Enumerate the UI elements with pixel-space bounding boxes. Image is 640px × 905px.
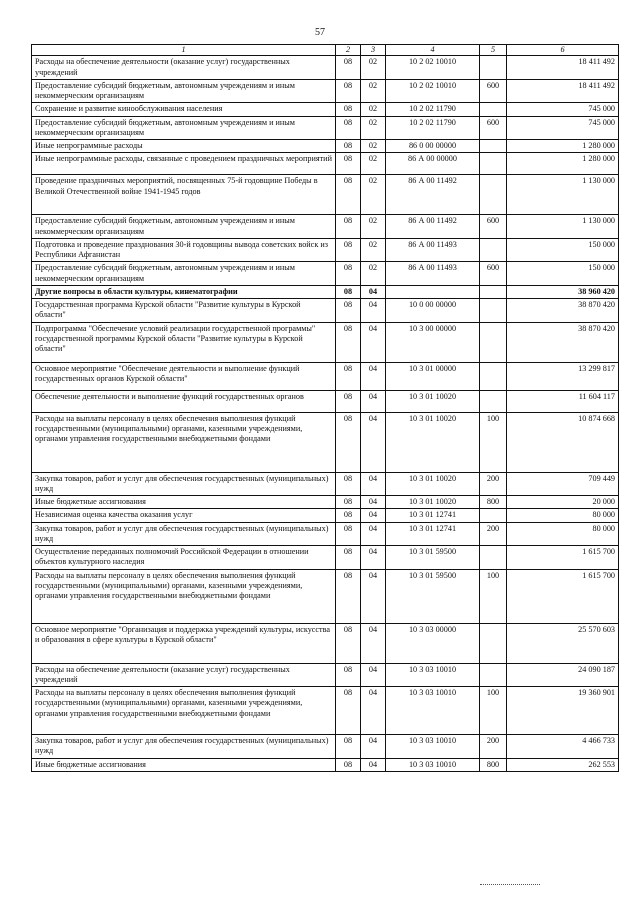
table-row (32, 623, 619, 663)
row-amount: 38 870 420 (507, 299, 619, 323)
row-target-code: 10 3 01 59500 (386, 569, 480, 623)
column-header-6: 6 (507, 45, 619, 56)
row-section: 08 (336, 116, 361, 140)
row-amount: 745 000 (507, 103, 619, 116)
row-section: 08 (336, 758, 361, 771)
row-subsection: 04 (361, 522, 386, 546)
row-subsection: 02 (361, 238, 386, 262)
row-amount: 262 553 (507, 758, 619, 771)
row-section: 08 (336, 153, 361, 175)
row-name: Обеспечение деятельности и выполнение функций государственных органов (32, 390, 336, 412)
row-amount: 1 280 000 (507, 153, 619, 175)
row-amount: 745 000 (507, 116, 619, 140)
row-section: 08 (336, 663, 361, 687)
row-expense-type (480, 103, 507, 116)
row-amount: 25 570 603 (507, 623, 619, 663)
row-section: 08 (336, 687, 361, 735)
row-expense-type: 800 (480, 758, 507, 771)
table-row (32, 496, 619, 509)
footer-divider (480, 884, 540, 885)
table-row (32, 116, 619, 140)
row-subsection: 04 (361, 322, 386, 362)
row-subsection: 02 (361, 175, 386, 215)
row-name: Подпрограмма "Обеспечение условий реализации государственной программы" государственной программы Курской области "Развитие культуры в Курской области" (32, 322, 336, 362)
table-row (32, 546, 619, 570)
row-target-code: 10 3 03 10010 (386, 663, 480, 687)
table-row (32, 758, 619, 771)
row-target-code: 86 А 00 11493 (386, 262, 480, 286)
row-expense-type (480, 322, 507, 362)
row-amount: 20 000 (507, 496, 619, 509)
row-target-code: 10 3 01 12741 (386, 509, 480, 522)
row-target-code: 10 3 01 10020 (386, 390, 480, 412)
row-expense-type: 600 (480, 116, 507, 140)
row-section: 08 (336, 412, 361, 472)
row-subsection: 02 (361, 103, 386, 116)
row-section: 08 (336, 215, 361, 239)
row-section: 08 (336, 175, 361, 215)
row-section: 08 (336, 735, 361, 759)
row-subsection: 04 (361, 623, 386, 663)
column-header-5: 5 (480, 45, 507, 56)
table-row (32, 56, 619, 80)
row-expense-type (480, 175, 507, 215)
table-row (32, 79, 619, 103)
row-expense-type (480, 663, 507, 687)
row-target-code: 86 А 00 11493 (386, 238, 480, 262)
row-subsection: 04 (361, 663, 386, 687)
table-row (32, 153, 619, 175)
row-name: Иные бюджетные ассигнования (32, 758, 336, 771)
table-row (32, 140, 619, 153)
row-subsection: 02 (361, 79, 386, 103)
row-section: 08 (336, 238, 361, 262)
row-subsection: 04 (361, 362, 386, 390)
row-expense-type: 100 (480, 687, 507, 735)
row-target-code: 10 3 01 10020 (386, 412, 480, 472)
row-amount: 80 000 (507, 509, 619, 522)
row-subsection: 02 (361, 153, 386, 175)
row-subsection: 04 (361, 496, 386, 509)
row-target-code: 86 А 00 11492 (386, 175, 480, 215)
row-amount: 1 615 700 (507, 569, 619, 623)
row-expense-type (480, 546, 507, 570)
table-row (32, 262, 619, 286)
row-subsection: 04 (361, 285, 386, 298)
row-target-code: 10 2 02 11790 (386, 116, 480, 140)
row-name: Расходы на обеспечение деятельности (оказание услуг) государственных учреждений (32, 663, 336, 687)
row-expense-type: 600 (480, 79, 507, 103)
row-target-code (386, 285, 480, 298)
row-expense-type: 600 (480, 215, 507, 239)
row-subsection: 04 (361, 472, 386, 496)
row-expense-type (480, 299, 507, 323)
row-target-code: 10 2 02 10010 (386, 79, 480, 103)
row-section: 08 (336, 623, 361, 663)
row-section: 08 (336, 509, 361, 522)
table-row (32, 238, 619, 262)
budget-table (31, 44, 619, 772)
table-header-row (32, 45, 619, 56)
table-row (32, 390, 619, 412)
row-expense-type: 100 (480, 569, 507, 623)
row-name: Осуществление переданных полномочий Российской Федерации в отношении объектов культурного наследия (32, 546, 336, 570)
row-expense-type (480, 509, 507, 522)
table-row (32, 175, 619, 215)
row-expense-type (480, 623, 507, 663)
row-target-code: 10 3 00 00000 (386, 322, 480, 362)
row-name: Основное мероприятие "Организация и поддержка учреждений культуры, искусства и образования в сфере культуры в Курской области" (32, 623, 336, 663)
row-expense-type (480, 153, 507, 175)
row-subsection: 04 (361, 735, 386, 759)
table-row (32, 103, 619, 116)
row-subsection: 02 (361, 215, 386, 239)
row-subsection: 02 (361, 140, 386, 153)
table-row (32, 285, 619, 298)
row-name: Иные бюджетные ассигнования (32, 496, 336, 509)
row-target-code: 10 3 03 10010 (386, 758, 480, 771)
row-amount: 1 615 700 (507, 546, 619, 570)
row-section: 08 (336, 322, 361, 362)
row-amount: 80 000 (507, 522, 619, 546)
row-amount: 38 960 420 (507, 285, 619, 298)
row-subsection: 02 (361, 116, 386, 140)
row-section: 08 (336, 569, 361, 623)
row-name: Расходы на выплаты персоналу в целях обеспечения выполнения функций государственными (муниципальными) органами, казенными учреждениями, органами управления государственными внебюджетными фондами (32, 412, 336, 472)
row-amount: 1 130 000 (507, 215, 619, 239)
table-row (32, 412, 619, 472)
row-subsection: 02 (361, 56, 386, 80)
row-amount: 709 449 (507, 472, 619, 496)
row-target-code: 86 0 00 00000 (386, 140, 480, 153)
row-amount: 4 466 733 (507, 735, 619, 759)
row-target-code: 10 3 01 00000 (386, 362, 480, 390)
row-name: Основное мероприятие "Обеспечение деятельности и выполнение функций государственных органов Курской области" (32, 362, 336, 390)
row-amount: 19 360 901 (507, 687, 619, 735)
row-target-code: 10 2 02 11790 (386, 103, 480, 116)
row-expense-type (480, 238, 507, 262)
row-amount: 38 870 420 (507, 322, 619, 362)
row-subsection: 04 (361, 390, 386, 412)
row-amount: 13 299 817 (507, 362, 619, 390)
column-header-3: 3 (361, 45, 386, 56)
row-name: Иные непрограммные расходы (32, 140, 336, 153)
row-subsection: 04 (361, 758, 386, 771)
row-subsection: 02 (361, 262, 386, 286)
row-subsection: 04 (361, 299, 386, 323)
row-subsection: 04 (361, 412, 386, 472)
row-name: Предоставление субсидий бюджетным, автономным учреждениям и иным некоммерческим организациям (32, 116, 336, 140)
table-row (32, 322, 619, 362)
table-row (32, 509, 619, 522)
row-target-code: 10 3 01 12741 (386, 522, 480, 546)
row-amount: 18 411 492 (507, 56, 619, 80)
row-expense-type: 200 (480, 522, 507, 546)
row-amount: 10 874 668 (507, 412, 619, 472)
row-section: 08 (336, 140, 361, 153)
row-expense-type (480, 390, 507, 412)
row-name: Закупка товаров, работ и услуг для обеспечения государственных (муниципальных) нужд (32, 522, 336, 546)
row-name: Независимая оценка качества оказания услуг (32, 509, 336, 522)
row-expense-type (480, 140, 507, 153)
table-row (32, 569, 619, 623)
row-section: 08 (336, 362, 361, 390)
row-amount: 150 000 (507, 262, 619, 286)
table-row (32, 735, 619, 759)
row-section: 08 (336, 299, 361, 323)
row-section: 08 (336, 56, 361, 80)
row-target-code: 10 0 00 00000 (386, 299, 480, 323)
row-expense-type (480, 362, 507, 390)
row-name: Предоставление субсидий бюджетным, автономным учреждениям и иным некоммерческим организациям (32, 79, 336, 103)
row-section: 08 (336, 496, 361, 509)
row-section: 08 (336, 472, 361, 496)
row-target-code: 10 3 03 10010 (386, 687, 480, 735)
row-section: 08 (336, 390, 361, 412)
row-name: Закупка товаров, работ и услуг для обеспечения государственных (муниципальных) нужд (32, 472, 336, 496)
row-name: Расходы на выплаты персоналу в целях обеспечения выполнения функций государственными (муниципальными) органами, казенными учреждениями, органами управления государственными внебюджетными фондами (32, 569, 336, 623)
row-target-code: 10 3 01 59500 (386, 546, 480, 570)
row-target-code: 10 3 01 10020 (386, 496, 480, 509)
row-subsection: 04 (361, 569, 386, 623)
row-amount: 150 000 (507, 238, 619, 262)
row-name: Проведение праздничных мероприятий, посвященных 75-й годовщине Победы в Великой Отечественной войне 1941-1945 годов (32, 175, 336, 215)
row-subsection: 04 (361, 509, 386, 522)
row-section: 08 (336, 546, 361, 570)
row-name: Сохранение и развитие кинообслуживания населения (32, 103, 336, 116)
row-section: 08 (336, 79, 361, 103)
row-expense-type: 100 (480, 412, 507, 472)
row-expense-type: 200 (480, 735, 507, 759)
row-amount: 11 604 117 (507, 390, 619, 412)
row-target-code: 86 А 00 00000 (386, 153, 480, 175)
row-name: Другие вопросы в области культуры, кинематографии (32, 285, 336, 298)
row-target-code: 10 3 03 10010 (386, 735, 480, 759)
table-row (32, 522, 619, 546)
row-name: Государственная программа Курской области "Развитие культуры в Курской области" (32, 299, 336, 323)
table-body (32, 56, 619, 772)
table-row (32, 472, 619, 496)
row-section: 08 (336, 522, 361, 546)
row-section: 08 (336, 103, 361, 116)
row-amount: 1 130 000 (507, 175, 619, 215)
row-target-code: 10 2 02 10010 (386, 56, 480, 80)
row-expense-type: 800 (480, 496, 507, 509)
row-section: 08 (336, 262, 361, 286)
row-name: Закупка товаров, работ и услуг для обеспечения государственных (муниципальных) нужд (32, 735, 336, 759)
row-name: Расходы на выплаты персоналу в целях обеспечения выполнения функций государственными (муниципальными) органами, казенными учреждениями, органами управления государственными внебюджетными фондами (32, 687, 336, 735)
row-target-code: 10 3 01 10020 (386, 472, 480, 496)
row-section: 08 (336, 285, 361, 298)
row-amount: 24 090 187 (507, 663, 619, 687)
row-name: Предоставление субсидий бюджетным, автономным учреждениям и иным некоммерческим организациям (32, 262, 336, 286)
row-expense-type: 200 (480, 472, 507, 496)
row-name: Расходы на обеспечение деятельности (оказание услуг) государственных учреждений (32, 56, 336, 80)
table-row (32, 687, 619, 735)
row-subsection: 04 (361, 687, 386, 735)
column-header-1: 1 (32, 45, 336, 56)
table-row (32, 663, 619, 687)
row-subsection: 04 (361, 546, 386, 570)
row-name: Предоставление субсидий бюджетным, автономным учреждениям и иным некоммерческим организациям (32, 215, 336, 239)
row-expense-type (480, 56, 507, 80)
table-row (32, 215, 619, 239)
table-row (32, 362, 619, 390)
column-header-4: 4 (386, 45, 480, 56)
row-expense-type (480, 285, 507, 298)
column-header-2: 2 (336, 45, 361, 56)
row-amount: 1 280 000 (507, 140, 619, 153)
page-number: 57 (315, 27, 325, 38)
row-name: Иные непрограммные расходы, связанные с проведением праздничных мероприятий (32, 153, 336, 175)
row-name: Подготовка и проведение празднования 30-й годовщины вывода советских войск из Республики Афганистан (32, 238, 336, 262)
row-expense-type: 600 (480, 262, 507, 286)
row-amount: 18 411 492 (507, 79, 619, 103)
row-target-code: 86 А 00 11492 (386, 215, 480, 239)
table-row (32, 299, 619, 323)
row-target-code: 10 3 03 00000 (386, 623, 480, 663)
